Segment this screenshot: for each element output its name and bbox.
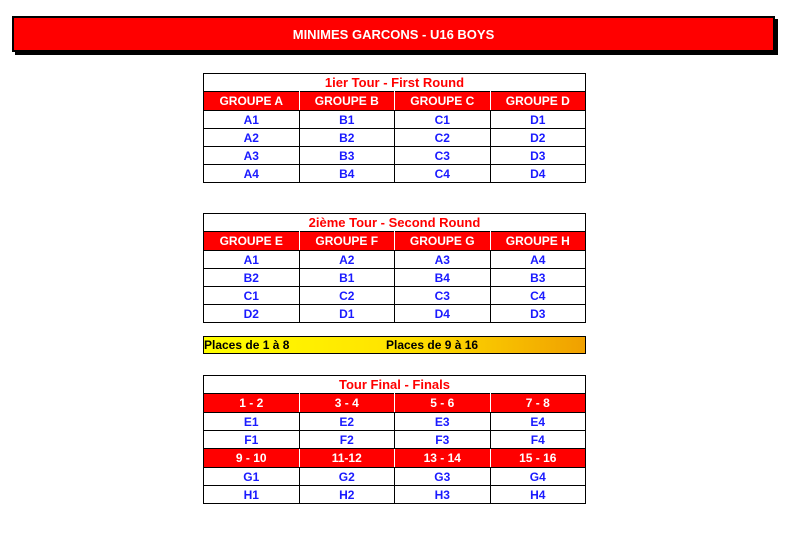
finals-table (203, 375, 586, 504)
table-row (204, 147, 586, 165)
team-cell: E1 (204, 413, 300, 431)
team-cell: A4 (490, 251, 586, 269)
team-cell: D3 (490, 305, 586, 323)
team-cell: D1 (490, 111, 586, 129)
team-cell: G4 (490, 468, 586, 486)
group-header: GROUPE A (204, 92, 300, 111)
team-cell: A3 (204, 147, 300, 165)
team-cell: A4 (204, 165, 300, 183)
team-cell: E3 (395, 413, 491, 431)
team-cell: C4 (490, 287, 586, 305)
team-cell: A2 (204, 129, 300, 147)
placement-header: 3 - 4 (299, 394, 395, 413)
team-cell: C1 (204, 287, 300, 305)
places-right-label: Places de 9 à 16 (386, 338, 479, 352)
team-cell: H2 (299, 486, 395, 504)
team-cell: C4 (395, 165, 491, 183)
team-cell: C3 (395, 147, 491, 165)
team-cell: F1 (204, 431, 300, 449)
team-cell: G3 (395, 468, 491, 486)
group-header: GROUPE G (395, 232, 491, 251)
banner-title: MINIMES GARCONS - U16 BOYS (292, 26, 495, 42)
placement-header: 1 - 2 (204, 394, 300, 413)
team-cell: E4 (490, 413, 586, 431)
team-cell: D2 (204, 305, 300, 323)
second-round-title: 2ième Tour - Second Round (204, 214, 586, 232)
team-cell: B1 (299, 111, 395, 129)
second-round-table (203, 213, 586, 323)
team-cell: F2 (299, 431, 395, 449)
team-cell: B2 (204, 269, 300, 287)
group-header: GROUPE B (299, 92, 395, 111)
group-header: GROUPE F (299, 232, 395, 251)
group-header: GROUPE E (204, 232, 300, 251)
team-cell: C1 (395, 111, 491, 129)
team-cell: C2 (299, 287, 395, 305)
team-cell: C3 (395, 287, 491, 305)
first-round-table (203, 73, 586, 183)
team-cell: B2 (299, 129, 395, 147)
team-cell: H4 (490, 486, 586, 504)
placement-header: 11-12 (299, 449, 395, 468)
table-row (204, 165, 586, 183)
team-cell: D2 (490, 129, 586, 147)
finals-title: Tour Final - Finals (204, 376, 586, 394)
team-cell: G2 (299, 468, 395, 486)
team-cell: B3 (490, 269, 586, 287)
team-cell: D4 (490, 165, 586, 183)
table-row (204, 413, 586, 431)
placement-bar (203, 336, 586, 354)
team-cell: A1 (204, 111, 300, 129)
table-row (204, 305, 586, 323)
team-cell: B1 (299, 269, 395, 287)
team-cell: A1 (204, 251, 300, 269)
team-cell: D3 (490, 147, 586, 165)
placement-header: 13 - 14 (395, 449, 491, 468)
page-banner (12, 16, 775, 52)
placement-header: 15 - 16 (490, 449, 586, 468)
team-cell: A3 (395, 251, 491, 269)
team-cell: E2 (299, 413, 395, 431)
team-cell: D4 (395, 305, 491, 323)
table-row (204, 287, 586, 305)
places-left-label: Places de 1 à 8 (204, 338, 290, 352)
table-row (204, 431, 586, 449)
table-row (204, 111, 586, 129)
placement-header: 9 - 10 (204, 449, 300, 468)
group-header: GROUPE C (395, 92, 491, 111)
team-cell: F4 (490, 431, 586, 449)
team-cell: H3 (395, 486, 491, 504)
table-row (204, 251, 586, 269)
team-cell: B4 (395, 269, 491, 287)
placement-header: 5 - 6 (395, 394, 491, 413)
team-cell: B4 (299, 165, 395, 183)
team-cell: C2 (395, 129, 491, 147)
group-header: GROUPE D (490, 92, 586, 111)
team-cell: B3 (299, 147, 395, 165)
group-header: GROUPE H (490, 232, 586, 251)
first-round-title: 1ier Tour - First Round (204, 74, 586, 92)
team-cell: D1 (299, 305, 395, 323)
table-row (204, 269, 586, 287)
placement-header: 7 - 8 (490, 394, 586, 413)
table-row (204, 129, 586, 147)
table-row (204, 468, 586, 486)
table-row (204, 486, 586, 504)
team-cell: A2 (299, 251, 395, 269)
team-cell: F3 (395, 431, 491, 449)
team-cell: H1 (204, 486, 300, 504)
team-cell: G1 (204, 468, 300, 486)
